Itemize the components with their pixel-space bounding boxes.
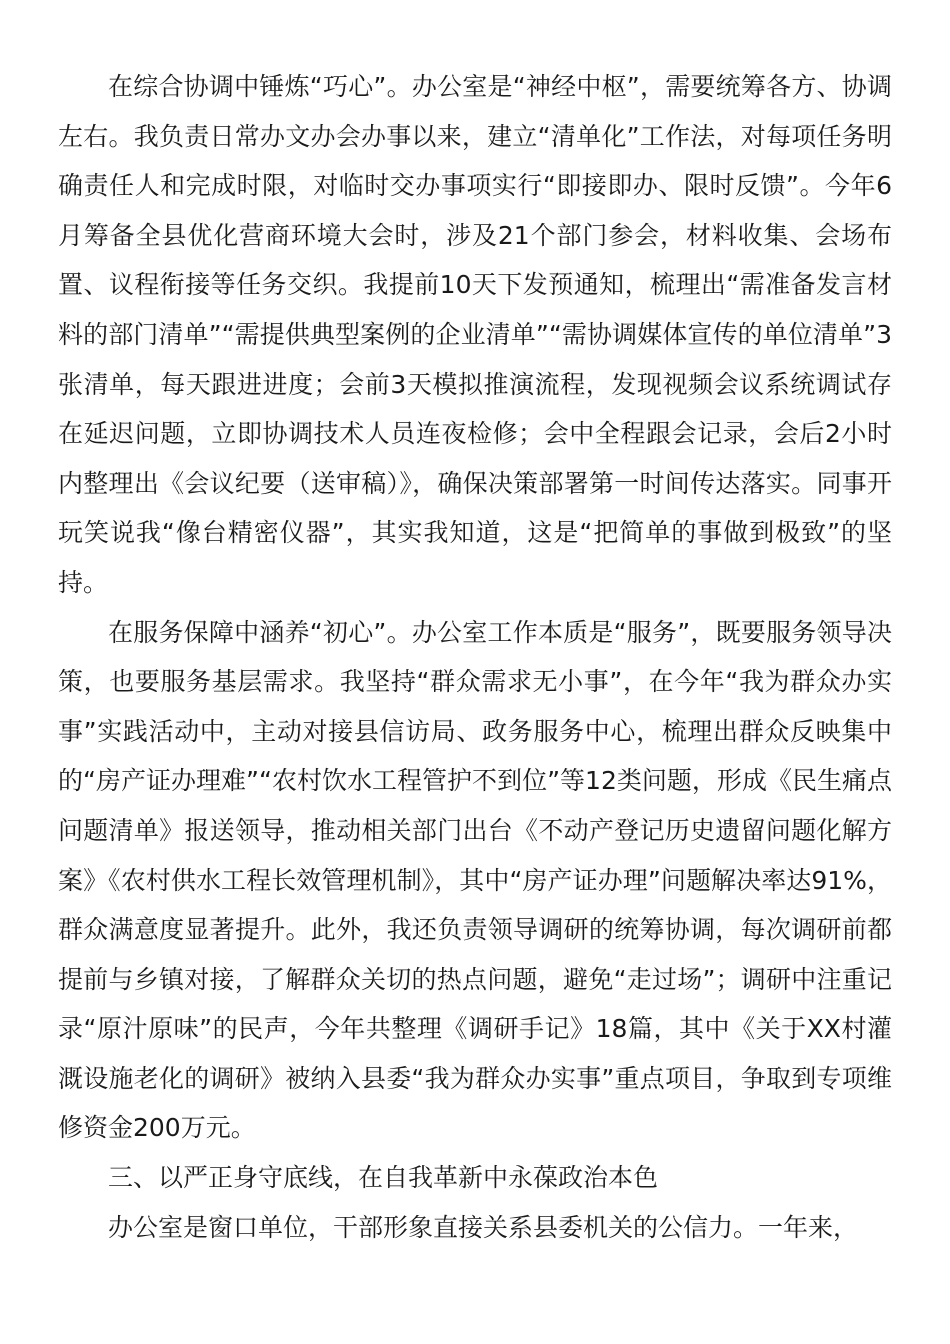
paragraph-coordination: 在综合协调中锤炼“巧心”。办公室是“神经中枢”，需要统筹各方、协调左右。我负责日常办文办会办事以来，建立“清单化”工作法，对每项任务明确责任人和完成时限，对临时交办事项实行“即接即办、限时反馈”。今年6月筹备全县优化营商环境大会时，涉及21个部门参会，材料收集、会场布置、议程衔接等任务交织。我提前10天下发预通知，梳理出“需准备发言材料的部门清单”“需提供典型案例的企业清单”“需协调媒体宣传的单位清单”3张清单，每天跟进进度；会前3天模拟推演流程，发现视频会议系统调试存在延迟问题，立即协调技术人员连夜检修；会中全程跟会记录，会后2小时内整理出《会议纪要（送审稿）》，确保决策部署第一时间传达落实。同事开玩笑说我“像台精密仪器”，其实我知道，这是“把简单的事做到极致”的坚持。: [58, 72, 892, 597]
document-page: [58, 62, 892, 1252]
paragraph-office-image: 办公室是窗口单位，干部形象直接关系县委机关的公信力。一年来，: [108, 1212, 859, 1242]
paragraph-service: 在服务保障中涵养“初心”。办公室工作本质是“服务”，既要服务领导决策，也要服务基层需求。我坚持“群众需求无小事”，在今年“我为群众办实事”实践活动中，主动对接县信访局、政务服务中心，梳理出群众反映集中的“房产证办理难”“农村饮水工程管护不到位”等12类问题，形成《民生痛点问题清单》报送领导，推动相关部门出台《不动产登记历史遗留问题化解方案》《农村供水工程长效管理机制》，其中“房产证办理”问题解决率达91%，群众满意度显著提升。此外，我还负责领导调研的统筹协调，每次调研前都提前与乡镇对接，了解群众关切的热点问题，避免“走过场”；调研中注重记录“原汁原味”的民声，今年共整理《调研手记》18篇，其中《关于XX村灌溉设施老化的调研》被纳入县委“我为群众办实事”重点项目，争取到专项维修资金200万元。: [58, 617, 892, 1143]
section-heading-three: 三、以严正身守底线，在自我革新中永葆政治本色: [108, 1163, 659, 1193]
